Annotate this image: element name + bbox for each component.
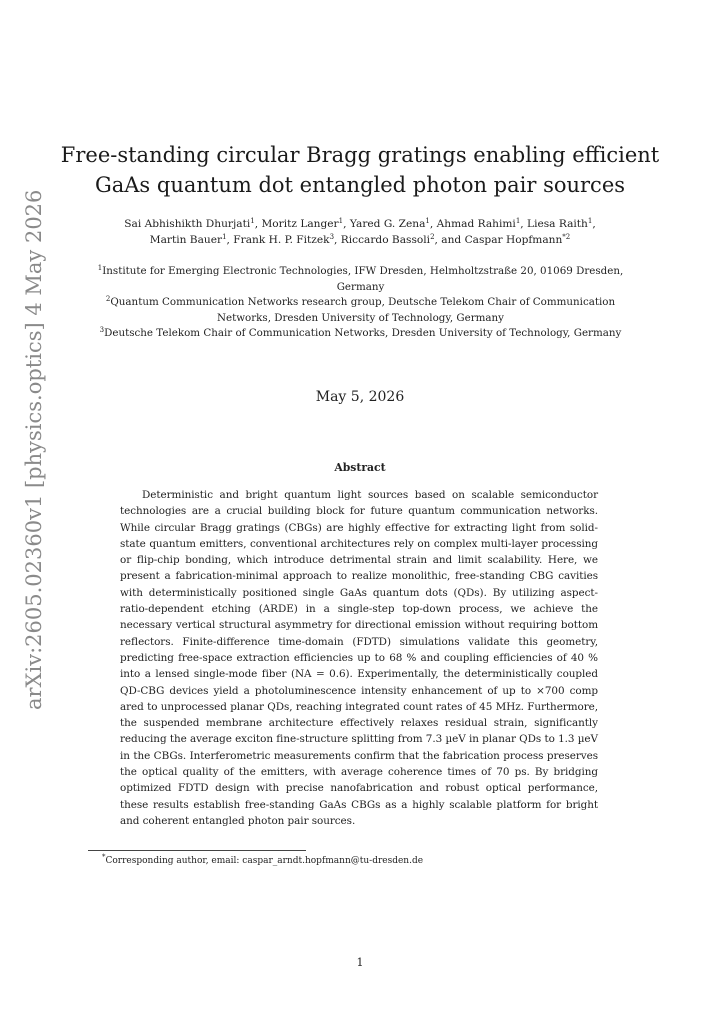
author-separator: , xyxy=(592,218,596,230)
arxiv-identifier: arXiv:2605.02360v1 [physics.optics] 4 May 2026 xyxy=(22,189,46,710)
author: Martin Bauer xyxy=(149,234,223,246)
paper-title xyxy=(60,140,660,200)
author: Sai Abhishikth Dhurjati xyxy=(124,218,251,230)
author-affil-mark: 1 xyxy=(587,217,593,225)
affiliation xyxy=(88,264,633,295)
author: Riccardo Bassoli xyxy=(340,234,431,246)
affiliation-text: Quantum Communication Networks research group, Deutsche Telekom Chair of Communication Networks, Dresden University of Technology, Germany xyxy=(110,296,616,324)
author-separator: , xyxy=(334,234,341,246)
author-separator: , xyxy=(520,218,528,230)
author-separator: , xyxy=(254,218,262,230)
affiliation-mark: 2 xyxy=(105,295,111,303)
footnote-text: Corresponding author, email: caspar_arndt.hopfmann@tu-dresden.de xyxy=(105,856,424,866)
affiliation-list xyxy=(88,264,633,342)
author-affil-mark: 1 xyxy=(338,217,344,225)
title-line-1: Free-standing circular Bragg gratings enabling efficient xyxy=(60,143,660,167)
author-affil-mark: 1 xyxy=(515,217,521,225)
author-affil-mark: 3 xyxy=(329,233,335,241)
affiliation-text: Institute for Emerging Electronic Technologies, IFW Dresden, Helmholtzstraße 20, 01069 Dresden, Germany xyxy=(102,265,624,293)
author: Liesa Raith xyxy=(527,218,588,230)
abstract-body: Deterministic and bright quantum light sources based on scalable semiconductor technologies are a crucial building block for future quantum communication networks. While circular Bragg gratings (CBGs) are highly effective for extracting light from solid-state quantum emitters, conventional architectures rely on complex multi-layer processing or flip-chip bonding, which introduce detrimental strain and limit scalability. Here, we present a fabrication-minimal approach to realize monolithic, free-standing CBG cavities with deterministically positioned single GaAs quantum dots (QDs). By utilizing aspect-ratio-dependent etching (ARDE) in a single-step top-down process, we achieve the necessary vertical structural asymmetry for directional emission without requiring bottom reflectors. Finite-difference time-domain (FDTD) simulations validate this geometry, predicting free-space extraction efficiencies up to 68 % and coupling efficiencies of 40 % into a lensed single-mode fiber (NA = 0.6). Experimentally, the deterministically coupled QD-CBG devices yield a photoluminescence intensity enhancement of up to ×700 comp ared to unprocessed planar QDs, reaching integrated count rates of 45 MHz. Furthermore, the suspended membrane architecture effectively relaxes residual strain, significantly reducing the average exciton fine-structure splitting from 7.3 µeV in planar QDs to 1.3 µeV in the CBGs. Interferometric measurements confirm that the fabrication process preserves the optical quality of the emitters, with average coherence times of 70 ps. By bridging optimized FDTD design with precise nanofabrication and robust optical performance, these results establish free-standing GaAs CBGs as a highly scalable platform for bright and coherent entangled photon pair sources. xyxy=(120,489,598,827)
author: Yared G. Zena xyxy=(349,218,426,230)
page-number: 1 xyxy=(356,956,364,969)
author-list xyxy=(80,216,640,248)
affiliation xyxy=(88,326,633,342)
footnote-mark: * xyxy=(102,853,106,861)
author: Ahmad Rahimi xyxy=(436,218,516,230)
author-affil-mark: 2 xyxy=(430,233,435,241)
paper-date: May 5, 2026 xyxy=(315,389,405,405)
abstract-heading: Abstract xyxy=(334,461,386,474)
affiliation-text: Deutsche Telekom Chair of Communication Networks, Dresden University of Technology, Germany xyxy=(104,327,622,339)
affiliation-mark: 3 xyxy=(99,326,105,334)
author-affil-mark: 1 xyxy=(250,217,255,225)
author: Caspar Hopfmann xyxy=(464,234,563,246)
author-separator: , xyxy=(429,218,437,230)
author-separator: , xyxy=(343,218,350,230)
author-affil-mark: *2 xyxy=(562,233,571,241)
footnote xyxy=(102,855,622,867)
author-separator: , and xyxy=(434,234,465,246)
author-separator: , xyxy=(226,234,234,246)
affiliation-mark: 1 xyxy=(97,264,103,272)
author: Moritz Langer xyxy=(261,218,339,230)
author-affil-mark: 1 xyxy=(222,233,227,241)
affiliation xyxy=(88,295,633,326)
author: Frank H. P. Fitzek xyxy=(233,234,330,246)
footnote-rule xyxy=(88,850,306,851)
title-line-2: GaAs quantum dot entangled photon pair sources xyxy=(94,173,626,197)
author-affil-mark: 1 xyxy=(425,217,430,225)
